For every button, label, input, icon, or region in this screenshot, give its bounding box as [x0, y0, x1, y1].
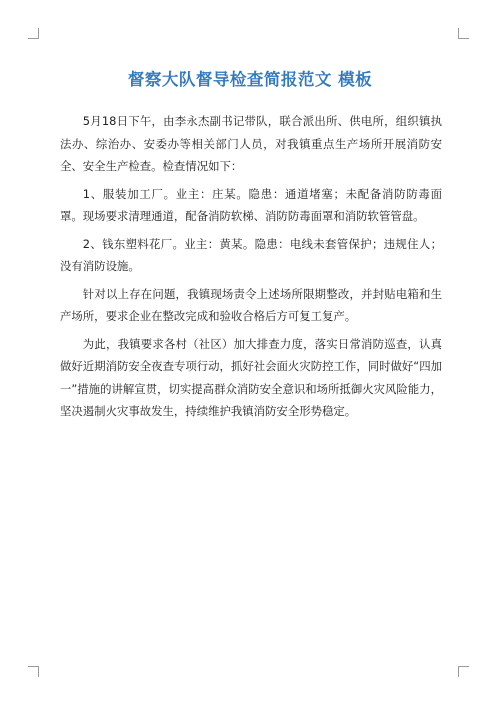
- paragraph-requirements: 为此，我镇要求各村（社区）加大排查力度，落实日常消防巡查，认真做好近期消防安全夜查专项行动，抓好社会面火灾防控工作，同时做好“四加一”措施的讲解宣贯，切实提高群众消防安全意识和场所抵御火灾风险能力，坚决遏制火灾事故发生，持续维护我镇消防安全形势稳定。: [60, 336, 442, 418]
- crop-mark-bottom-right: [458, 666, 469, 677]
- paragraph-item-2: 2、钱东塑料花厂。业主：黄某。隐患：电线未套管保护；违规住人；没有消防设施。: [60, 236, 442, 273]
- paragraph-intro: 5月18日下午，由李永杰副书记带队，联合派出所、供电所，组织镇执法办、综治办、安委办等相关部门人员，对我镇重点生产场所开展消防安全、安全生产检查。检查情况如下：: [60, 114, 442, 173]
- paragraph-rectification: 针对以上存在问题，我镇现场责令上述场所限期整改，并封贴电箱和生产场所，要求企业在整改完成和验收合格后方可复工复产。: [60, 286, 442, 323]
- crop-mark-bottom-left: [28, 666, 39, 677]
- crop-mark-top-right: [458, 28, 469, 39]
- document-body: [60, 110, 442, 428]
- crop-mark-top-left: [28, 28, 39, 39]
- paragraph-item-1: 1、服装加工厂。业主：庄某。隐患：通道堵塞；未配备消防防毒面罩。现场要求清理通道，配备消防软梯、消防防毒面罩和消防软管管盘。: [60, 186, 442, 223]
- document-title: 督察大队督导检查简报范文 模板: [127, 70, 373, 89]
